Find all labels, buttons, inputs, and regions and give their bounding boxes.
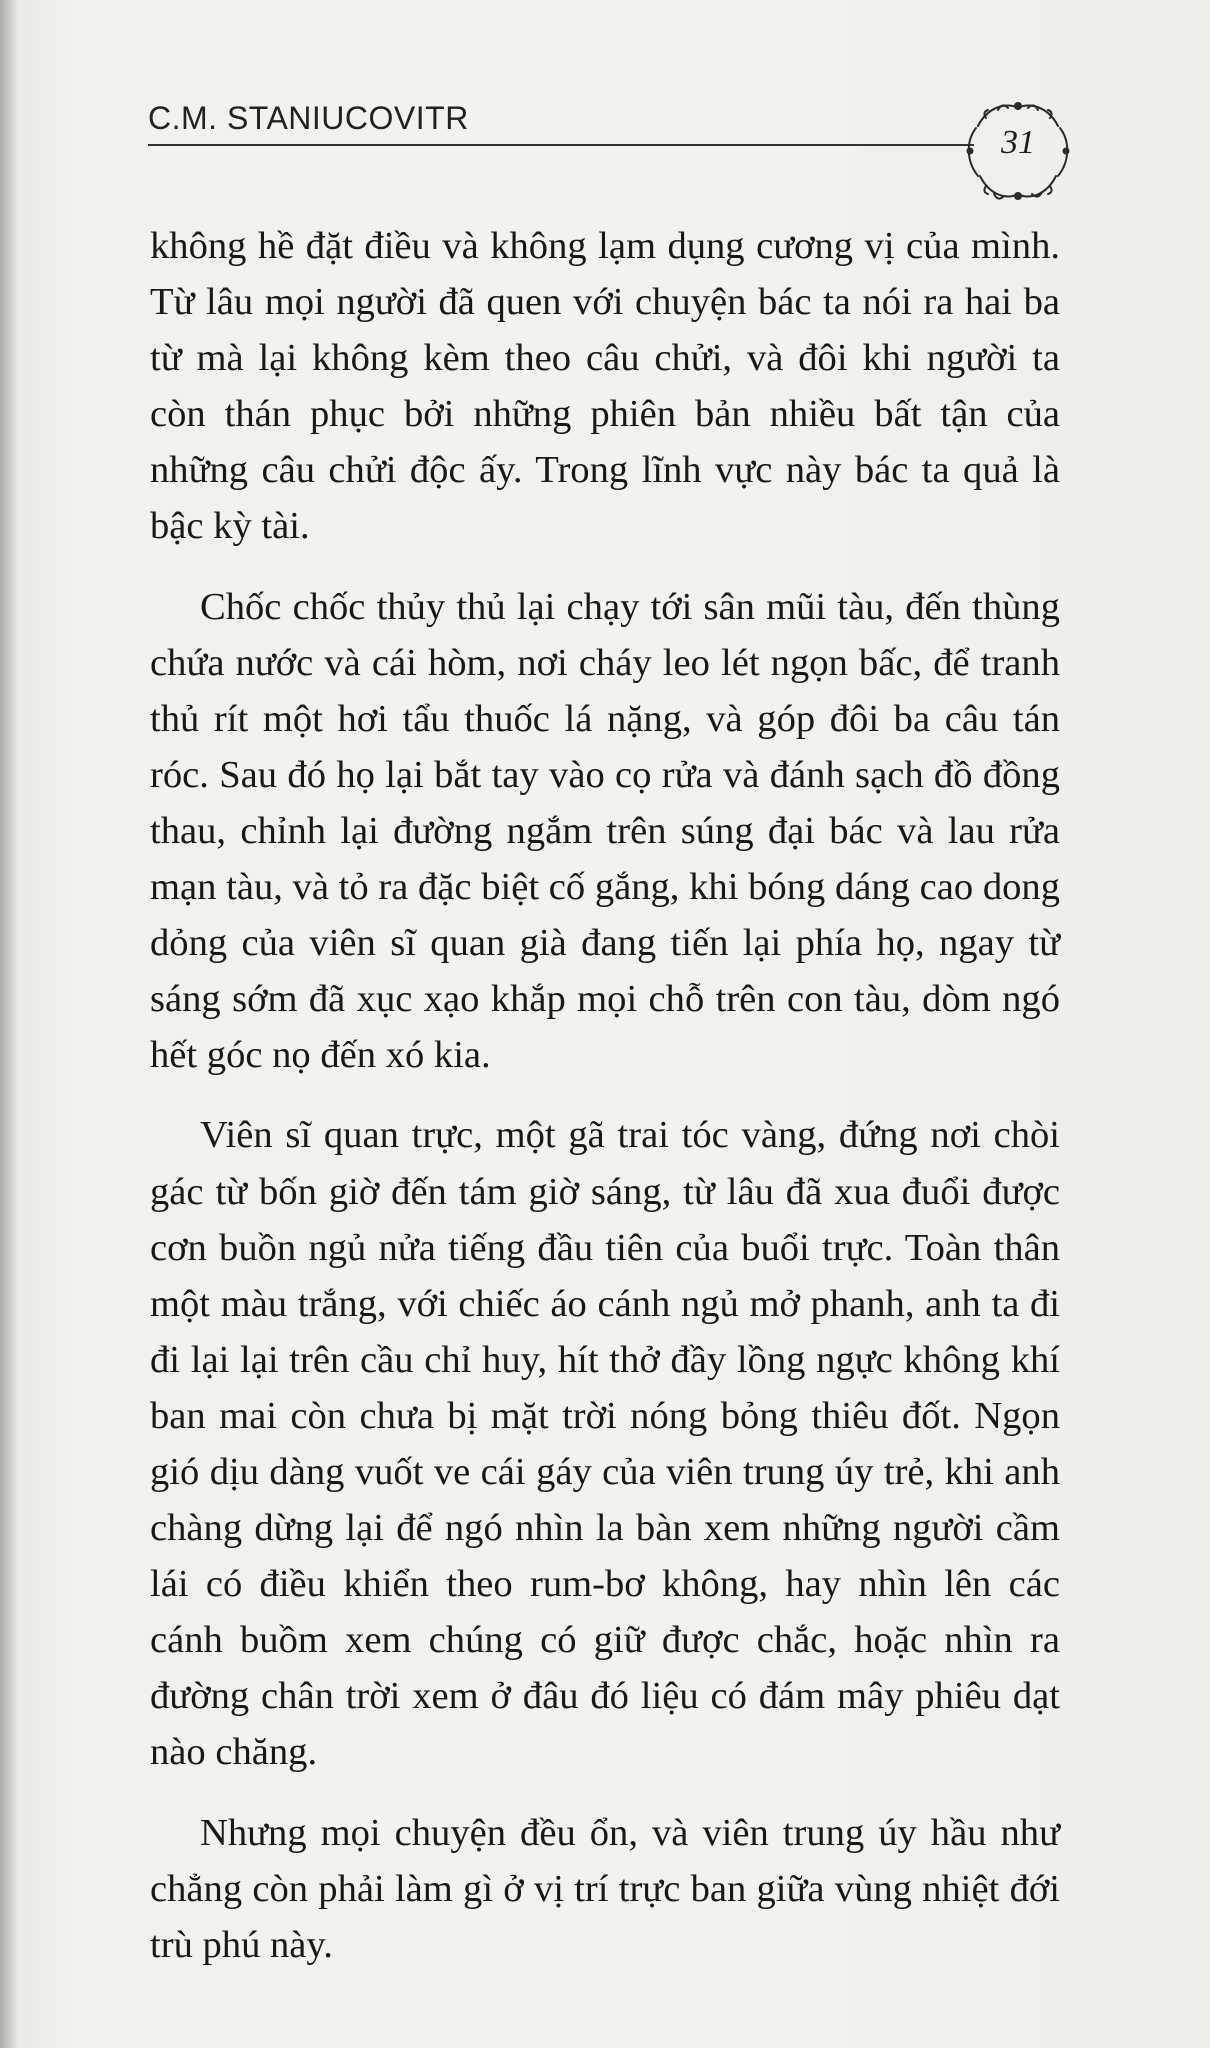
body-text — [150, 218, 1060, 1997]
paragraph: Viên sĩ quan trực, một gã trai tóc vàng, đứng nơi chòi gác từ bốn giờ đến tám giờ sáng, từ lâu đã xua đuổi được cơn buồn ngủ nửa tiếng đầu tiên của buổi trực. Toàn thân một màu trắng, với chiếc áo cánh ngủ mở phanh, anh ta đi đi lại lại trên cầu chỉ huy, hít thở đầy lồng ngực không khí ban mai còn chưa bị mặt trời nóng bỏng thiêu đốt. Ngọn gió dịu dàng vuốt ve cái gáy của viên trung úy trẻ, khi anh chàng dừng lại để ngó nhìn la bàn xem những người cầm lái có điều khiển theo rum-bơ không, hay nhìn lên các cánh buồm xem chúng có giữ được chắc, hoặc nhìn ra đường chân trời xem ở đâu đó liệu có đám mây phiêu dạt nào chăng. — [150, 1114, 1060, 1774]
header-rule — [148, 144, 974, 146]
paragraph: Nhưng mọi chuyện đều ổn, và viên trung úy hầu như chẳng còn phải làm gì ở vị trí trực ban giữa vùng nhiệt đới trù phú này. — [150, 1811, 1060, 1966]
page-number-ornament — [958, 96, 1078, 206]
page-header — [0, 0, 1210, 200]
paragraph: Chốc chốc thủy thủ lại chạy tới sân mũi tàu, đến thùng chứa nước và cái hòm, nơi cháy leo lét ngọn bấc, để tranh thủ rít một hơi tẩu thuốc lá nặng, và góp đôi ba câu tán róc. Sau đó họ lại bắt tay vào cọ rửa và đánh sạch đồ đồng thau, chỉnh lại đường ngắm trên súng đại bác và lau rửa mạn tàu, và tỏ ra đặc biệt cố gắng, khi bóng dáng cao dong dỏng của viên sĩ quan già đang tiến lại phía họ, ngay từ sáng sớm đã xục xạo khắp mọi chỗ trên con tàu, dòm ngó hết góc nọ đến xó kia. — [150, 585, 1060, 1077]
page-number: 31 — [1001, 124, 1035, 161]
paragraph: không hề đặt điều và không lạm dụng cương vị của mình. Từ lâu mọi người đã quen với chuyện bác ta nói ra hai ba từ mà lại không kèm theo câu chửi, và đôi khi người ta còn thán phục bởi những phiên bản nhiều bất tận của những câu chửi độc ấy. Trong lĩnh vực này bác ta quả là bậc kỳ tài. — [150, 225, 1060, 548]
running-head-title: C.M. STANIUCOVITR — [148, 100, 469, 136]
gutter-shadow — [0, 0, 18, 2048]
